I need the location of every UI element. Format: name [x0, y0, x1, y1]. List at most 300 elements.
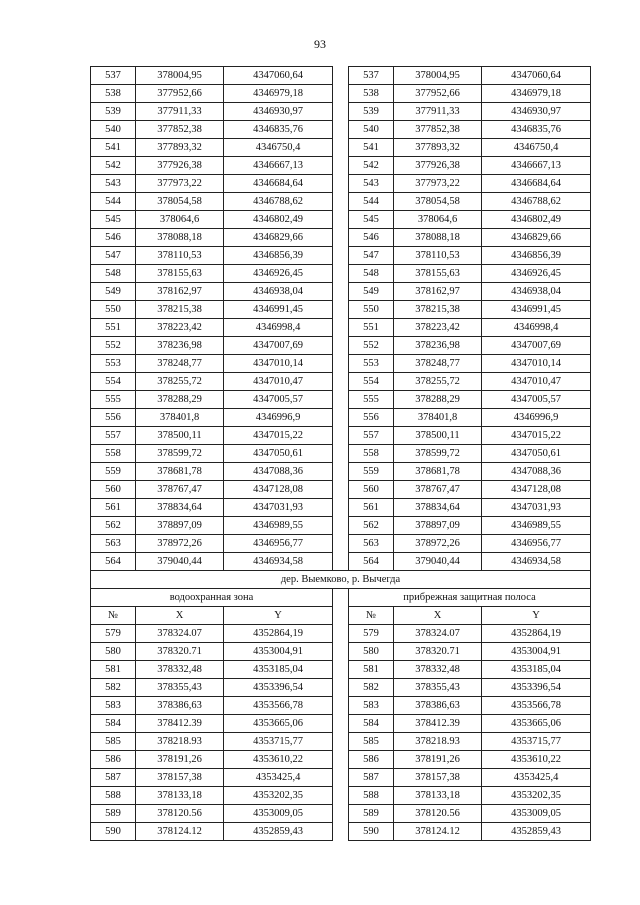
point-number-right: 551 — [349, 319, 394, 337]
x-coordinate-left: 377926,38 — [136, 157, 224, 175]
x-coordinate-left: 378223,42 — [136, 319, 224, 337]
point-number-left: 560 — [91, 481, 136, 499]
point-number-right: 554 — [349, 373, 394, 391]
y-coordinate-left: 4347005,57 — [224, 391, 333, 409]
column-gap — [333, 265, 349, 283]
column-gap — [333, 175, 349, 193]
x-coordinate-right: 378834,64 — [394, 499, 482, 517]
y-coordinate-right: 4346788,62 — [482, 193, 591, 211]
x-coordinate-right: 378064,6 — [394, 211, 482, 229]
x-coordinate-left: 378324.07 — [136, 625, 224, 643]
point-number-right: 546 — [349, 229, 394, 247]
y-coordinate-left: 4353185,04 — [224, 661, 333, 679]
header-num-left: № — [91, 607, 136, 625]
x-coordinate-right: 378155,63 — [394, 265, 482, 283]
x-coordinate-right: 378355,43 — [394, 679, 482, 697]
y-coordinate-right: 4346934,58 — [482, 553, 591, 571]
point-number-left: 542 — [91, 157, 136, 175]
y-coordinate-right: 4347005,57 — [482, 391, 591, 409]
point-number-left: 541 — [91, 139, 136, 157]
point-number-left: 556 — [91, 409, 136, 427]
x-coordinate-right: 378288,29 — [394, 391, 482, 409]
y-coordinate-left: 4346829,66 — [224, 229, 333, 247]
table-row — [91, 211, 591, 229]
table-row — [91, 463, 591, 481]
table-row — [91, 265, 591, 283]
x-coordinate-left: 379040,44 — [136, 553, 224, 571]
point-number-left: 559 — [91, 463, 136, 481]
table-row — [91, 373, 591, 391]
column-gap — [333, 697, 349, 715]
x-coordinate-left: 378133,18 — [136, 787, 224, 805]
y-coordinate-right: 4353202,35 — [482, 787, 591, 805]
point-number-left: 553 — [91, 355, 136, 373]
column-gap — [333, 733, 349, 751]
y-coordinate-right: 4347010,14 — [482, 355, 591, 373]
point-number-left: 537 — [91, 67, 136, 85]
point-number-left: 562 — [91, 517, 136, 535]
column-gap — [333, 643, 349, 661]
table-row — [91, 175, 591, 193]
x-coordinate-right: 377852,38 — [394, 121, 482, 139]
x-coordinate-left: 378255,72 — [136, 373, 224, 391]
point-number-left: 543 — [91, 175, 136, 193]
y-coordinate-left: 4353425,4 — [224, 769, 333, 787]
column-gap — [333, 319, 349, 337]
table-row — [91, 751, 591, 769]
x-coordinate-left: 378236,98 — [136, 337, 224, 355]
x-coordinate-right: 378255,72 — [394, 373, 482, 391]
column-gap — [333, 625, 349, 643]
column-gap — [333, 481, 349, 499]
y-coordinate-right: 4346938,04 — [482, 283, 591, 301]
y-coordinate-right: 4346829,66 — [482, 229, 591, 247]
x-coordinate-left: 377893,32 — [136, 139, 224, 157]
x-coordinate-left: 378834,64 — [136, 499, 224, 517]
column-gap — [333, 67, 349, 85]
y-coordinate-left: 4347010,14 — [224, 355, 333, 373]
y-coordinate-right: 4353425,4 — [482, 769, 591, 787]
y-coordinate-right: 4353004,91 — [482, 643, 591, 661]
column-gap — [333, 805, 349, 823]
point-number-right: 583 — [349, 697, 394, 715]
header-y-left: Y — [224, 607, 333, 625]
point-number-left: 563 — [91, 535, 136, 553]
y-coordinate-left: 4346956,77 — [224, 535, 333, 553]
table-row — [91, 193, 591, 211]
column-gap — [333, 823, 349, 841]
column-gap — [333, 535, 349, 553]
y-coordinate-left: 4346996,9 — [224, 409, 333, 427]
point-number-right: 581 — [349, 661, 394, 679]
column-gap — [333, 607, 349, 625]
y-coordinate-right: 4346991,45 — [482, 301, 591, 319]
table-row — [91, 643, 591, 661]
x-coordinate-right: 378324.07 — [394, 625, 482, 643]
x-coordinate-right: 378332,48 — [394, 661, 482, 679]
x-coordinate-right: 378681,78 — [394, 463, 482, 481]
column-gap — [333, 355, 349, 373]
y-coordinate-left: 4346835,76 — [224, 121, 333, 139]
x-coordinate-right: 378248,77 — [394, 355, 482, 373]
x-coordinate-right: 378191,26 — [394, 751, 482, 769]
y-coordinate-right: 4347031,93 — [482, 499, 591, 517]
point-number-left: 545 — [91, 211, 136, 229]
x-coordinate-left: 378248,77 — [136, 355, 224, 373]
y-coordinate-right: 4347007,69 — [482, 337, 591, 355]
point-number-right: 538 — [349, 85, 394, 103]
table-row — [91, 67, 591, 85]
table-row — [91, 805, 591, 823]
y-coordinate-right: 4353665,06 — [482, 715, 591, 733]
point-number-left: 539 — [91, 103, 136, 121]
point-number-left: 581 — [91, 661, 136, 679]
x-coordinate-left: 378162,97 — [136, 283, 224, 301]
x-coordinate-left: 378599,72 — [136, 445, 224, 463]
y-coordinate-right: 4346979,18 — [482, 85, 591, 103]
x-coordinate-right: 378162,97 — [394, 283, 482, 301]
column-gap — [333, 499, 349, 517]
point-number-right: 540 — [349, 121, 394, 139]
zone-title-right: прибрежная защитная полоса — [349, 589, 591, 607]
point-number-left: 547 — [91, 247, 136, 265]
column-gap — [333, 139, 349, 157]
x-coordinate-right: 377926,38 — [394, 157, 482, 175]
point-number-right: 584 — [349, 715, 394, 733]
y-coordinate-left: 4353202,35 — [224, 787, 333, 805]
y-coordinate-left: 4346926,45 — [224, 265, 333, 283]
point-number-right: 589 — [349, 805, 394, 823]
table-row — [91, 535, 591, 553]
x-coordinate-right: 378110,53 — [394, 247, 482, 265]
point-number-left: 589 — [91, 805, 136, 823]
column-gap — [333, 679, 349, 697]
point-number-left: 550 — [91, 301, 136, 319]
column-gap — [333, 103, 349, 121]
table-row — [91, 103, 591, 121]
x-coordinate-right: 378767,47 — [394, 481, 482, 499]
y-coordinate-right: 4346750,4 — [482, 139, 591, 157]
y-coordinate-left: 4353566,78 — [224, 697, 333, 715]
y-coordinate-right: 4347128,08 — [482, 481, 591, 499]
table-row — [91, 319, 591, 337]
point-number-right: 537 — [349, 67, 394, 85]
point-number-right: 557 — [349, 427, 394, 445]
table-row — [91, 823, 591, 841]
x-coordinate-right: 379040,44 — [394, 553, 482, 571]
y-coordinate-left: 4346750,4 — [224, 139, 333, 157]
x-coordinate-left: 378004,95 — [136, 67, 224, 85]
header-x-left: X — [136, 607, 224, 625]
y-coordinate-left: 4346856,39 — [224, 247, 333, 265]
x-coordinate-left: 377852,38 — [136, 121, 224, 139]
y-coordinate-right: 4347050,61 — [482, 445, 591, 463]
y-coordinate-left: 4347088,36 — [224, 463, 333, 481]
header-y-right: Y — [482, 607, 591, 625]
table-row — [91, 247, 591, 265]
point-number-left: 564 — [91, 553, 136, 571]
x-coordinate-left: 377973,22 — [136, 175, 224, 193]
column-gap — [333, 715, 349, 733]
point-number-left: 538 — [91, 85, 136, 103]
column-gap — [333, 553, 349, 571]
point-number-left: 552 — [91, 337, 136, 355]
section-title: дер. Выемково, р. Вычегда — [91, 571, 591, 589]
x-coordinate-right: 377952,66 — [394, 85, 482, 103]
table-row — [91, 85, 591, 103]
y-coordinate-right: 4347088,36 — [482, 463, 591, 481]
x-coordinate-right: 378320.71 — [394, 643, 482, 661]
x-coordinate-right: 378088,18 — [394, 229, 482, 247]
y-coordinate-left: 4353665,06 — [224, 715, 333, 733]
table-row — [91, 733, 591, 751]
table-row — [91, 355, 591, 373]
y-coordinate-left: 4347007,69 — [224, 337, 333, 355]
point-number-left: 561 — [91, 499, 136, 517]
x-coordinate-left: 378120.56 — [136, 805, 224, 823]
point-number-left: 549 — [91, 283, 136, 301]
x-coordinate-left: 378064,6 — [136, 211, 224, 229]
point-number-left: 546 — [91, 229, 136, 247]
point-number-right: 579 — [349, 625, 394, 643]
x-coordinate-left: 378386,63 — [136, 697, 224, 715]
x-coordinate-left: 378412.39 — [136, 715, 224, 733]
column-gap — [333, 409, 349, 427]
y-coordinate-right: 4346989,55 — [482, 517, 591, 535]
point-number-left: 579 — [91, 625, 136, 643]
point-number-right: 560 — [349, 481, 394, 499]
table-row — [91, 787, 591, 805]
table-row — [91, 517, 591, 535]
column-gap — [333, 769, 349, 787]
table-row — [91, 409, 591, 427]
column-gap — [333, 247, 349, 265]
point-number-right: 539 — [349, 103, 394, 121]
column-gap — [333, 787, 349, 805]
point-number-left: 582 — [91, 679, 136, 697]
point-number-right: 552 — [349, 337, 394, 355]
upper-coordinates-block — [91, 67, 591, 571]
y-coordinate-left: 4346930,97 — [224, 103, 333, 121]
y-coordinate-right: 4346856,39 — [482, 247, 591, 265]
table-row — [91, 337, 591, 355]
x-coordinate-right: 378500,11 — [394, 427, 482, 445]
x-coordinate-left: 377952,66 — [136, 85, 224, 103]
x-coordinate-left: 378401,8 — [136, 409, 224, 427]
zone-title-left: водоохранная зона — [91, 589, 333, 607]
column-gap — [333, 193, 349, 211]
column-gap — [333, 661, 349, 679]
point-number-left: 551 — [91, 319, 136, 337]
column-gap — [333, 517, 349, 535]
y-coordinate-right: 4346998,4 — [482, 319, 591, 337]
y-coordinate-right: 4346684,64 — [482, 175, 591, 193]
y-coordinate-left: 4346938,04 — [224, 283, 333, 301]
column-gap — [333, 121, 349, 139]
y-coordinate-right: 4346926,45 — [482, 265, 591, 283]
header-num-right: № — [349, 607, 394, 625]
x-coordinate-right: 378223,42 — [394, 319, 482, 337]
x-coordinate-right: 378004,95 — [394, 67, 482, 85]
table-row — [91, 391, 591, 409]
point-number-left: 544 — [91, 193, 136, 211]
table-row — [91, 679, 591, 697]
y-coordinate-left: 4346667,13 — [224, 157, 333, 175]
x-coordinate-left: 378191,26 — [136, 751, 224, 769]
x-coordinate-left: 378215,38 — [136, 301, 224, 319]
x-coordinate-left: 378054,58 — [136, 193, 224, 211]
x-coordinate-right: 378124.12 — [394, 823, 482, 841]
point-number-right: 590 — [349, 823, 394, 841]
y-coordinate-left: 4353009,05 — [224, 805, 333, 823]
x-coordinate-left: 378288,29 — [136, 391, 224, 409]
point-number-right: 549 — [349, 283, 394, 301]
point-number-right: 547 — [349, 247, 394, 265]
y-coordinate-right: 4352859,43 — [482, 823, 591, 841]
point-number-right: 562 — [349, 517, 394, 535]
y-coordinate-left: 4353396,54 — [224, 679, 333, 697]
table-row — [91, 715, 591, 733]
x-coordinate-right: 378401,8 — [394, 409, 482, 427]
table-row — [91, 625, 591, 643]
point-number-right: 585 — [349, 733, 394, 751]
y-coordinate-left: 4347050,61 — [224, 445, 333, 463]
y-coordinate-left: 4347060,64 — [224, 67, 333, 85]
table-row — [91, 481, 591, 499]
point-number-left: 590 — [91, 823, 136, 841]
y-coordinate-left: 4347010,47 — [224, 373, 333, 391]
point-number-right: 563 — [349, 535, 394, 553]
point-number-right: 556 — [349, 409, 394, 427]
y-coordinate-left: 4347128,08 — [224, 481, 333, 499]
lower-coordinates-block — [91, 625, 591, 841]
table-row — [91, 157, 591, 175]
point-number-right: 545 — [349, 211, 394, 229]
point-number-right: 548 — [349, 265, 394, 283]
y-coordinate-right: 4346930,97 — [482, 103, 591, 121]
y-coordinate-left: 4346684,64 — [224, 175, 333, 193]
y-coordinate-left: 4352859,43 — [224, 823, 333, 841]
point-number-right: 586 — [349, 751, 394, 769]
x-coordinate-left: 378681,78 — [136, 463, 224, 481]
column-gap — [333, 337, 349, 355]
x-coordinate-left: 378897,09 — [136, 517, 224, 535]
x-coordinate-right: 378215,38 — [394, 301, 482, 319]
point-number-right: 555 — [349, 391, 394, 409]
x-coordinate-left: 378332,48 — [136, 661, 224, 679]
table-row — [91, 139, 591, 157]
y-coordinate-right: 4353396,54 — [482, 679, 591, 697]
point-number-right: 544 — [349, 193, 394, 211]
x-coordinate-right: 377893,32 — [394, 139, 482, 157]
column-gap — [333, 373, 349, 391]
point-number-right: 564 — [349, 553, 394, 571]
point-number-right: 553 — [349, 355, 394, 373]
point-number-left: 587 — [91, 769, 136, 787]
point-number-right: 580 — [349, 643, 394, 661]
y-coordinate-right: 4346956,77 — [482, 535, 591, 553]
y-coordinate-left: 4352864,19 — [224, 625, 333, 643]
page-number: 93 — [314, 37, 326, 51]
table-row — [91, 427, 591, 445]
x-coordinate-right: 378133,18 — [394, 787, 482, 805]
y-coordinate-left: 4346998,4 — [224, 319, 333, 337]
x-coordinate-right: 378386,63 — [394, 697, 482, 715]
table-row — [91, 121, 591, 139]
x-coordinate-right: 378599,72 — [394, 445, 482, 463]
point-number-right: 559 — [349, 463, 394, 481]
point-number-right: 561 — [349, 499, 394, 517]
y-coordinate-right: 4347060,64 — [482, 67, 591, 85]
y-coordinate-right: 4346996,9 — [482, 409, 591, 427]
point-number-right: 550 — [349, 301, 394, 319]
column-gap — [333, 283, 349, 301]
x-coordinate-right: 378054,58 — [394, 193, 482, 211]
column-gap — [333, 463, 349, 481]
column-gap — [333, 157, 349, 175]
x-coordinate-left: 378972,26 — [136, 535, 224, 553]
point-number-right: 582 — [349, 679, 394, 697]
point-number-right: 588 — [349, 787, 394, 805]
point-number-left: 558 — [91, 445, 136, 463]
y-coordinate-left: 4346979,18 — [224, 85, 333, 103]
column-gap — [333, 85, 349, 103]
point-number-left: 555 — [91, 391, 136, 409]
point-number-right: 541 — [349, 139, 394, 157]
table-row — [91, 229, 591, 247]
x-coordinate-right: 378218.93 — [394, 733, 482, 751]
table-row — [91, 769, 591, 787]
y-coordinate-right: 4346667,13 — [482, 157, 591, 175]
point-number-left: 580 — [91, 643, 136, 661]
table-row — [91, 445, 591, 463]
y-coordinate-left: 4353610,22 — [224, 751, 333, 769]
x-coordinate-right: 377911,33 — [394, 103, 482, 121]
column-gap — [333, 391, 349, 409]
y-coordinate-left: 4347015,22 — [224, 427, 333, 445]
y-coordinate-left: 4353004,91 — [224, 643, 333, 661]
point-number-left: 584 — [91, 715, 136, 733]
point-number-left: 586 — [91, 751, 136, 769]
point-number-left: 554 — [91, 373, 136, 391]
y-coordinate-right: 4347015,22 — [482, 427, 591, 445]
section-block — [91, 571, 591, 625]
y-coordinate-right: 4353715,77 — [482, 733, 591, 751]
x-coordinate-left: 378218.93 — [136, 733, 224, 751]
x-coordinate-right: 378157,38 — [394, 769, 482, 787]
x-coordinate-left: 378500,11 — [136, 427, 224, 445]
y-coordinate-right: 4353185,04 — [482, 661, 591, 679]
column-gap — [333, 229, 349, 247]
column-gap — [333, 445, 349, 463]
point-number-left: 583 — [91, 697, 136, 715]
column-gap — [333, 427, 349, 445]
x-coordinate-right: 378897,09 — [394, 517, 482, 535]
table-row — [91, 553, 591, 571]
y-coordinate-left: 4347031,93 — [224, 499, 333, 517]
y-coordinate-left: 4346991,45 — [224, 301, 333, 319]
column-gap — [333, 751, 349, 769]
point-number-left: 585 — [91, 733, 136, 751]
x-coordinate-right: 377973,22 — [394, 175, 482, 193]
point-number-left: 540 — [91, 121, 136, 139]
table-row — [91, 661, 591, 679]
x-coordinate-right: 378412.39 — [394, 715, 482, 733]
column-gap — [333, 589, 349, 607]
y-coordinate-left: 4346989,55 — [224, 517, 333, 535]
y-coordinate-right: 4347010,47 — [482, 373, 591, 391]
point-number-right: 542 — [349, 157, 394, 175]
